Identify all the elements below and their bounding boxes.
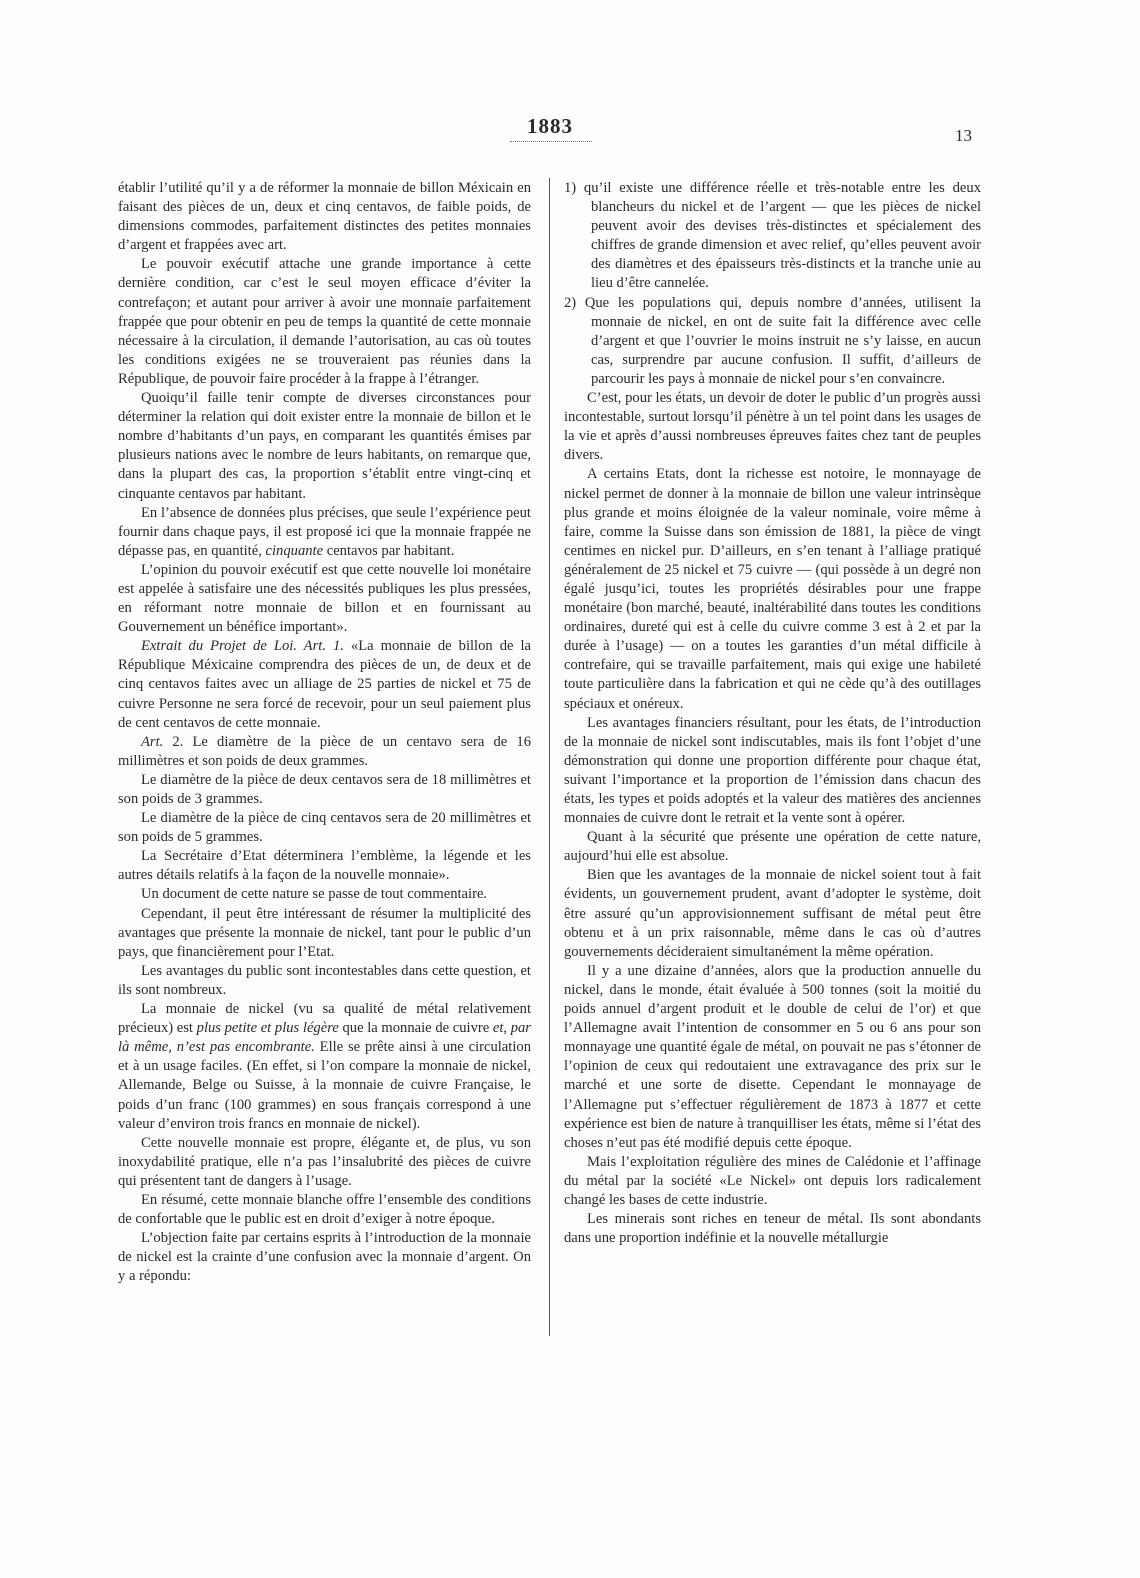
left-column — [118, 179, 531, 1286]
paragraph: Les minerais sont riches en teneur de métal. Ils sont abondants dans une proportion indéfinie et la nouvelle métallurgie — [564, 1211, 981, 1247]
text-run: «La monnaie de billon de la République Méxicaine comprendra des pièces de un, de deux et de cinq centavos faites avec un alliage de 25 parties de nickel et 75 de cuivre Personne ne sera forcé de recevoir, pour un seul paiement plus de cent centavos de cette monnaie. — [118, 638, 532, 731]
paragraph — [118, 1000, 531, 1134]
paragraph — [118, 504, 531, 561]
paragraph: Cependant, il peut être intéressant de résumer la multiplicité des avantages que présente la monnaie de nickel, tant pour le public d’un pays, que financièrement pour l’Etat. — [118, 905, 531, 960]
text-run: que la monnaie de cuivre — [338, 1020, 493, 1037]
paragraph: La Secrétaire d’Etat déterminera l’emblème, la légende et les autres détails relatifs à la façon de la nouvelle monnaie». — [118, 848, 531, 884]
emphasis: et, par là même, n’est pas encombrante. — [118, 1020, 531, 1056]
page-header-year: 1883 — [527, 114, 573, 138]
paragraph: Un document de cette nature se passe de tout commentaire. — [141, 886, 488, 903]
right-column — [564, 179, 981, 1248]
list-item: 2) Que les populations qui, depuis nombre d’années, utilisent la monnaie de nickel, en ont de suite fait la différence avec celle d’argent et que l’ouvrier le moins instruit ne s’y laisse, en aucun cas, surprendre par aucune confusion. Il suffit, d’ailleurs de parcourir les pays à monnaie de nickel pour s’en convaincre. — [564, 294, 981, 387]
emphasis: Extrait du Projet de Loi. Art. 1. — [141, 638, 344, 655]
text-run: 2. Le diamètre de la pièce de un centavo sera de 16 millimètres et son poids de deux grammes. — [118, 733, 531, 769]
header-ornament — [510, 141, 592, 142]
paragraph: Cette nouvelle monnaie est propre, élégante et, de plus, vu son inoxydabilité pratique, elle n’a pas l’insalubrité des pièces de cuivre qui présentent tant de dangers à l’usage. — [118, 1134, 531, 1189]
paragraph: C’est, pour les états, un devoir de doter le public d’un progrès aussi incontestable, surtout lorsqu’il pénètre à un tel point dans les usages de la vie et après d’aussi nombreuses épreuves faites chez tant de peuples divers. — [564, 390, 981, 464]
paragraph: L’objection faite par certains esprits à l’introduction de la monnaie de nickel est la crainte d’une confusion avec la monnaie d’argent. On y a répondu: — [118, 1230, 531, 1285]
paragraph — [118, 637, 531, 732]
emphasis: cinquante — [265, 542, 324, 559]
paragraph: Le pouvoir exécutif attache une grande importance à cette dernière condition, car c’est le seul moyen efficace d’éviter la contrefaçon; et autant pour arriver à avoir une monnaie parfaitement frappée que pour obtenir en peu de temps la quantité de cette monnaie nécessaire à la circulation, il demande l’autorisation, au cas où toutes les conditions exigées ne se trouveraient pas réunies dans la République, de pouvoir faire procéder à la frappe à l’étranger. — [118, 256, 531, 387]
emphasis: plus petite et plus légère — [196, 1020, 339, 1037]
paragraph: En résumé, cette monnaie blanche offre l’ensemble des conditions de confortable que le public est en droit d’exiger à notre époque. — [118, 1191, 531, 1228]
paragraph: Quoiqu’il faille tenir compte de diverses circonstances pour déterminer la relation qui doit exister entre la monnaie de billon et le nombre d’habitants d’un pays, en comparant les quantités émises par plusieurs nations avec le nombre de leurs habitants, on remarque que, dans la plupart des cas, la proportion s’établit entre vingt-cinq et cinquante centavos par habitant. — [118, 390, 531, 502]
paragraph: Les avantages du public sont incontestables dans cette question, et ils sont nombreux. — [118, 962, 531, 998]
paragraph: Il y a une dizaine d’années, alors que la production annuelle du nickel, dans le monde, était évaluée à 500 tonnes (soit la moitié du poids annuel d’argent produit et le double de celui de l’or) et que l’Allemagne avait l’intention de consommer en 5 ou 6 ans pour son monnayage une quantité égale de métal, on pouvait ne pas s’étonner de l’opinion de ceux qui redoutaient une extravagance des prix sur le marché et une sorte de disette. Cependant le monnayage de l’Allemagne put s’effectuer régulièrement de 1873 à 1877 et cette expérience est bien de nature à tranquilliser les états, même si l’état des choses n’eut pas été modifié depuis cette époque. — [564, 962, 981, 1151]
paragraph: Le diamètre de la pièce de cinq centavos sera de 20 millimètres et son poids de 5 grammes. — [118, 810, 531, 846]
paragraph: A certains Etats, dont la richesse est notoire, le monnayage de nickel permet de donner à la monnaie de billon une valeur intrinsèque plus grande et moins éloignée de la valeur nominale, voire même à faire, comme la Suisse dans son émission de 1881, la pièce de vingt centimes en nickel pur. D’ailleurs, en s’en tenant à l’alliage pratiqué généralement de 25 nickel et 75 cuivre — (qui possède à un degré non égalé jusqu’ici, toutes les propriétés désirables pour une frappe monétaire (bon marché, beauté, inaltérabilité dans toutes les conditions ordinaires, dureté qui est à celle du cuivre comme 3 est à 2 et par la durée à l’usage) — on a toutes les garanties d’un métal difficile à contrefaire, qui se travaille parfaitement, mais qui exige une habileté toute particulière dans la fabrication et qui ne cède qu’à des outillages spéciaux et onéreux. — [564, 466, 981, 712]
paragraph: Quant à la sécurité que présente une opération de cette nature, aujourd’hui elle est absolue. — [564, 829, 981, 865]
text-run: En l’absence de données plus précises, que seule l’expérience peut fournir dans chaque pays, il est proposé ici que la monnaie frappée ne dépasse pas, en quantité, — [118, 504, 531, 559]
paragraph — [118, 733, 531, 771]
paragraph: Les avantages financiers résultant, pour les états, de l’introduction de la monnaie de nickel sont indiscutables, mais ils font l’objet d’une démonstration qui donne une proportion différente pour chaque état, suivant l’importance et la proportion de l’émission dans chacun des états, les types et poids adoptés et la valeur des matières des anciennes monnaies de cuivre dont le retrait et la vente sont à opérer. — [564, 714, 981, 827]
column-divider — [549, 178, 550, 1336]
text-run: centavos par habitant. — [323, 542, 455, 559]
paragraph: Le diamètre de la pièce de deux centavos sera de 18 millimètres et son poids de 3 grammes. — [118, 771, 531, 807]
list-item: 1) qu’il existe une différence réelle et très-notable entre les deux blancheurs du nickel et de l’argent — que les pièces de nickel peuvent avoir des devises très-distinctes et spécialement des chiffres de grande dimension et avec relief, qu’elles peuvent avoir des diamètres et des épaisseurs très-distincts et la tranche unie au lieu d’être cannelée. — [564, 180, 981, 292]
paragraph: Bien que les avantages de la monnaie de nickel soient tout à fait évidents, un gouvernement prudent, avant d’adopter le système, doit être assuré qu’un approvisionnement suffisant de métal peut être obtenu et à un prix raisonnable, même dans le cas où d’autres gouvernements décideraient simultanément la même opération. — [564, 867, 981, 960]
paragraph: établir l’utilité qu’il y a de réformer la monnaie de billon Méxicain en faisant des pièces de un, deux et cinq centavos, de faible poids, de dimensions commodes, parfaitement distinctes des petites monnaies d’argent et frappées avec art. — [118, 180, 531, 254]
text-run: Elle se prête ainsi à une circulation et à un usage faciles. (En effet, si l’on compare la monnaie de nickel, Allemande, Belge ou Suisse, à la monnaie de cuivre Française, le poids d’un franc (100 grammes) en sous français correspond à une valeur d’environ trois francs en monnaie de nickel). — [118, 1039, 531, 1132]
paragraph: L’opinion du pouvoir exécutif est que cette nouvelle loi monétaire est appelée à satisfaire une des nécessités publiques les plus pressées, en réformant notre monnaie de billon et en fournissant au Gouvernement un bénéfice important». — [118, 561, 531, 636]
page-number: 13 — [955, 126, 972, 145]
paragraph: Mais l’exploitation régulière des mines de Calédonie et l’affinage du métal par la société «Le Nickel» ont depuis lors radicalement changé les bases de cette industrie. — [564, 1153, 981, 1208]
emphasis: Art. — [141, 733, 164, 750]
text-run: La monnaie de nickel (vu sa qualité de métal relativement précieux) est — [118, 1001, 531, 1037]
